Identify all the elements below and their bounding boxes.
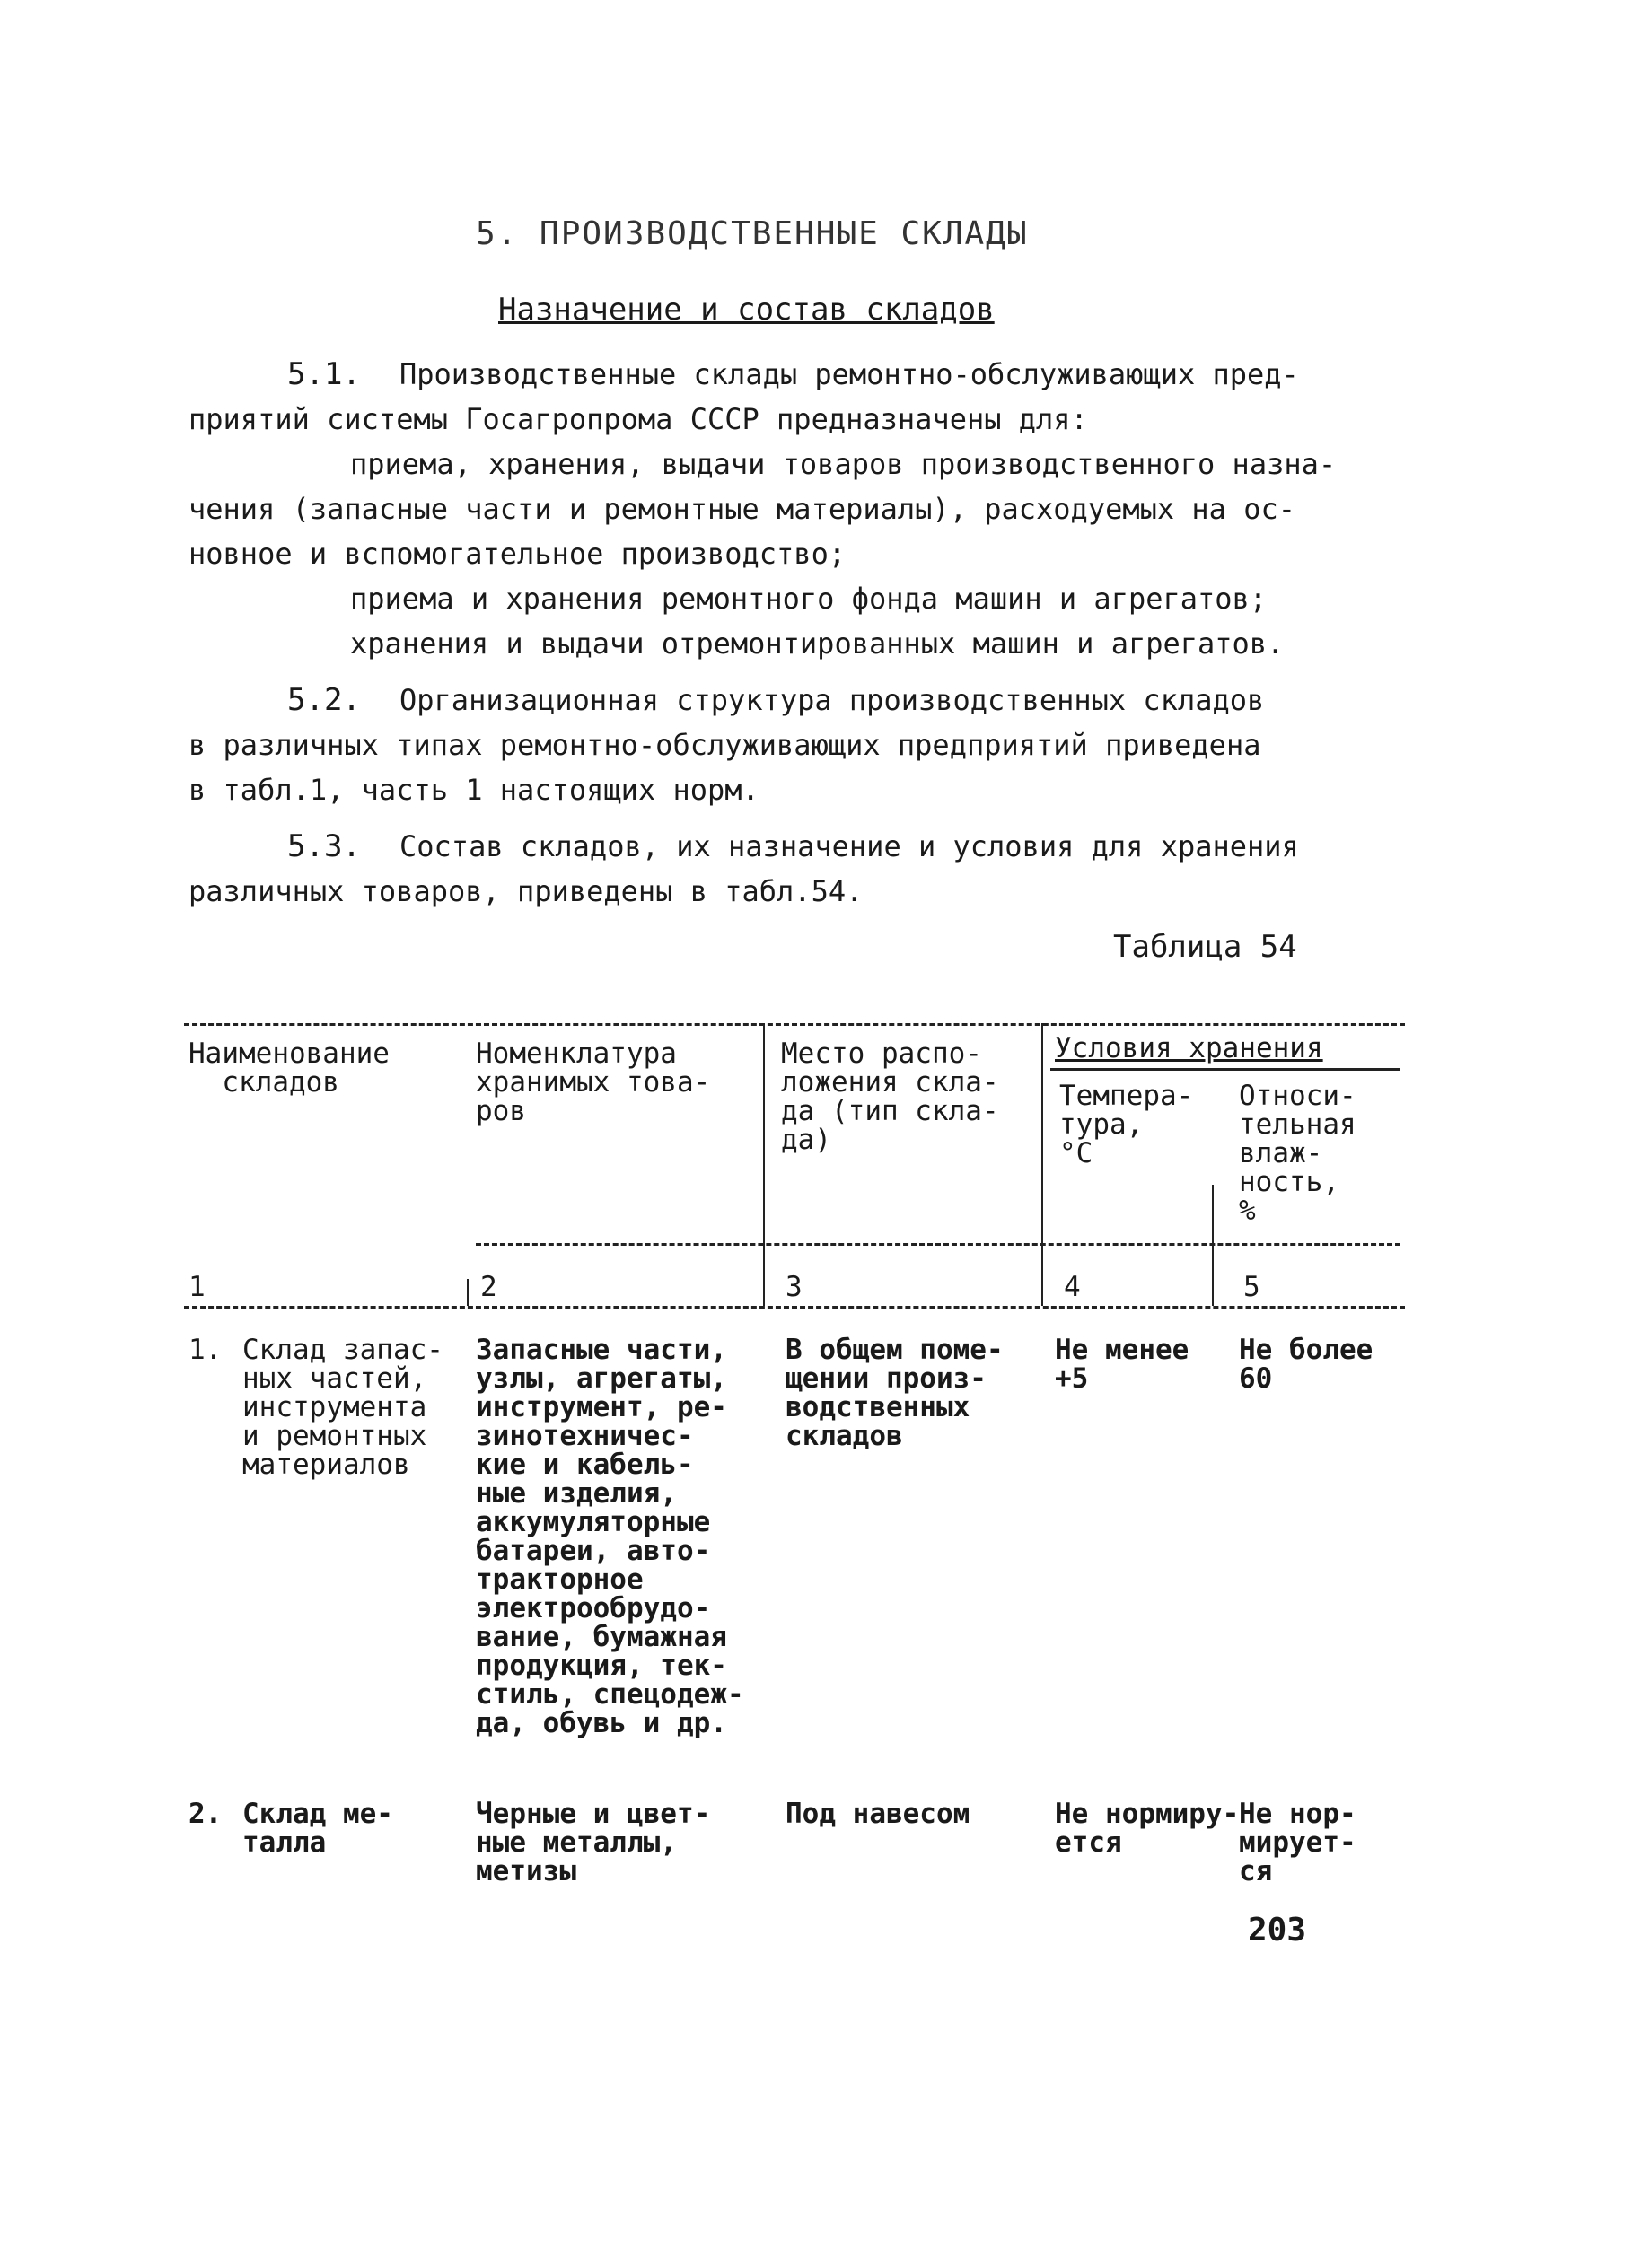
row-name: Склад ме- талла: [242, 1798, 393, 1859]
row-nomenclature: Запасные части, узлы, агрегаты, инструмент, ре- зинотехничес- кие и кабель- ные изделия, аккумуляторные батареи, авто- тракторное электрообрудо- вание, бумажная продукция, тек- стиль, спецодеж- да, обувь и др.: [476, 1334, 744, 1739]
paragraph-line: приема и хранения ремонтного фонда машин и агрегатов;: [350, 582, 1268, 616]
header-location: Место распо- ложения скла- да (тип скла- да): [781, 1038, 999, 1156]
row-temperature: Не нормиру- ется: [1055, 1798, 1240, 1859]
section-title: 5. ПРОИЗВОДСТВЕННЫЕ СКЛАДЫ: [476, 215, 1029, 252]
paragraph-line: приема, хранения, выдачи товаров производственного назна-: [350, 447, 1337, 481]
paragraph-number: 5.3.: [287, 828, 361, 864]
row-temperature: Не менее +5: [1055, 1334, 1189, 1395]
paragraph-line: различных товаров, приведены в табл.54.: [189, 874, 864, 908]
paragraph-line: Состав складов, их назначение и условия для хранения: [399, 829, 1299, 863]
paragraph-line: чения (запасные части и ремонтные материалы), расходуемых на ос-: [189, 492, 1295, 526]
row-humidity: Не более 60: [1239, 1334, 1374, 1395]
column-number: 5: [1243, 1271, 1260, 1303]
paragraph-line: приятий системы Госагропрома СССР предназначены для:: [189, 402, 1088, 436]
paragraph-line: новное и вспомогательное производство;: [189, 537, 847, 571]
column-divider: [763, 1023, 765, 1306]
subheading: Назначение и состав складов: [498, 292, 995, 328]
header-humidity: Относи- тельная влаж- ность, %: [1239, 1080, 1356, 1227]
header-storage-conditions: Условия хранения: [1055, 1032, 1323, 1064]
paragraph-line: в различных типах ремонтно-обслуживающих предприятий приведена: [189, 728, 1261, 762]
page-number: 203: [1248, 1912, 1307, 1948]
column-number: 3: [786, 1271, 803, 1303]
row-index: 1.: [189, 1334, 223, 1366]
table-top-rule: [184, 1023, 1405, 1026]
column-divider: [467, 1279, 469, 1306]
column-number-rule: [184, 1306, 1405, 1309]
header-bottom-rule: [476, 1243, 1400, 1246]
paragraph-number: 5.1.: [287, 356, 361, 392]
paragraph-number: 5.2.: [287, 682, 361, 718]
column-divider: [1212, 1185, 1214, 1306]
header-name: Наименование складов: [189, 1038, 390, 1099]
group-header-rule: [1050, 1068, 1400, 1071]
row-nomenclature: Черные и цвет- ные металлы, метизы: [476, 1798, 711, 1887]
row-location: В общем поме- щении произ- водственных складов: [786, 1334, 1004, 1452]
row-index: 2.: [189, 1798, 223, 1830]
paragraph-line: в табл.1, часть 1 настоящих норм.: [189, 773, 759, 807]
table-caption: Таблица 54: [1113, 929, 1297, 965]
paragraph-line: Организационная структура производственных складов: [399, 683, 1265, 717]
paragraph-line: Производственные склады ремонтно-обслуживающих пред-: [399, 357, 1299, 391]
row-humidity: Не нор- мирует- ся: [1239, 1798, 1356, 1887]
row-name: Склад запас- ных частей, инструмента и ремонтных материалов: [242, 1334, 443, 1481]
paragraph-line: хранения и выдачи отремонтированных машин и агрегатов.: [350, 626, 1285, 661]
column-divider: [1041, 1023, 1043, 1306]
column-number: 4: [1064, 1271, 1081, 1303]
column-number: 2: [480, 1271, 497, 1303]
header-temperature: Темпера- тура, °С: [1059, 1080, 1194, 1169]
column-number: 1: [189, 1271, 206, 1303]
header-nomenclature: Номенклатура хранимых това- ров: [476, 1038, 711, 1127]
row-location: Под навесом: [786, 1798, 970, 1830]
